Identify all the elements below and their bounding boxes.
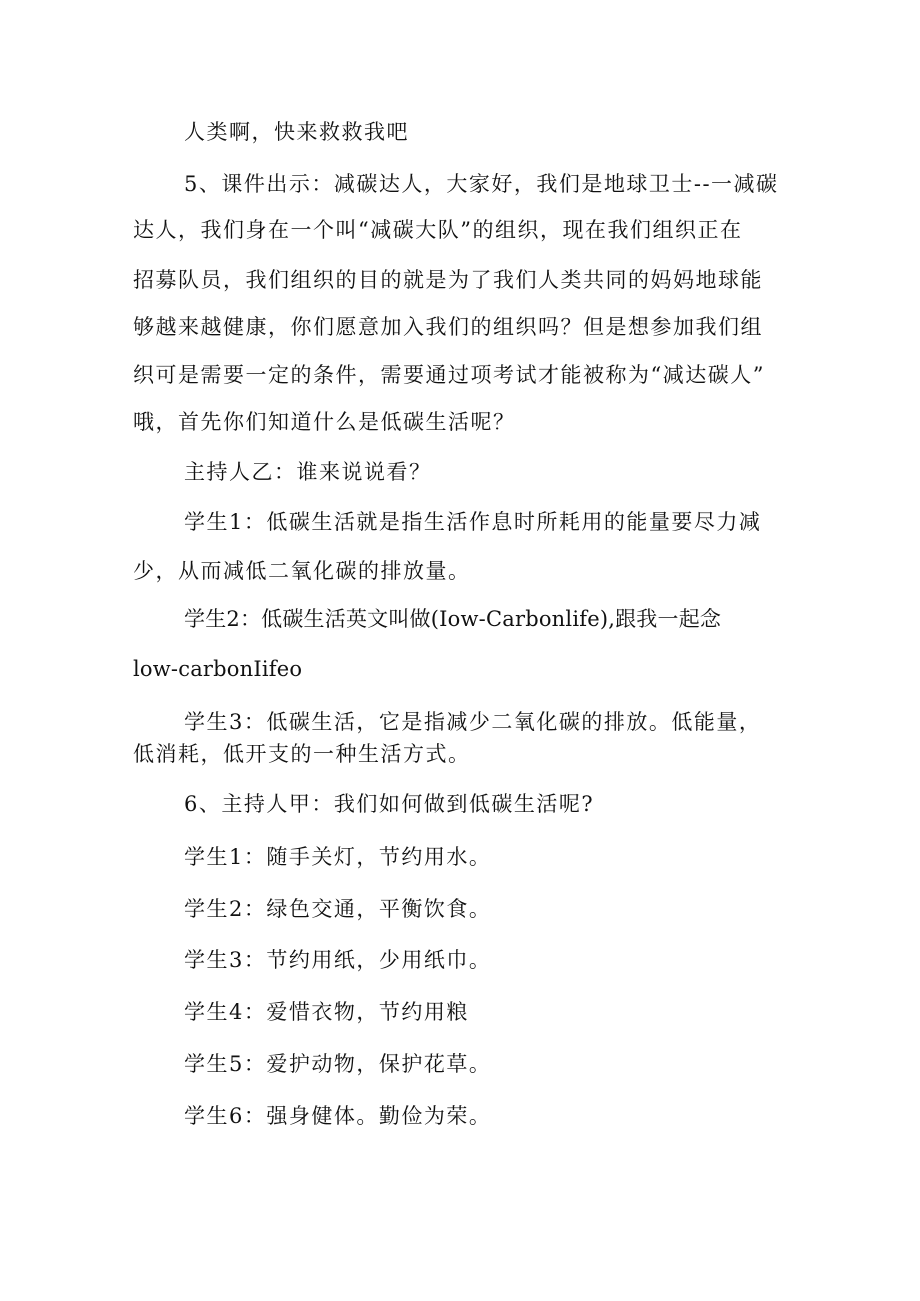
text-line: 达人，我们身在一个叫“减碳大队”的组织，现在我们组织正在 — [133, 218, 743, 242]
text-line: 招募队员，我们组织的目的就是为了我们人类共同的妈妈地球能 — [133, 268, 763, 292]
text-line: 学生3：节约用纸，少用纸巾。 — [184, 948, 492, 972]
text-line: 5、课件出示：减碳达人，大家好，我们是地球卫士--一减碳 — [184, 172, 779, 196]
text-line: 学生6：强身健体。勤俭为荣。 — [184, 1104, 492, 1128]
text-line: 学生5：爱护动物，保护花草。 — [184, 1052, 492, 1076]
text-line: 够越来越健康，你们愿意加入我们的组织吗？但是想参加我们组 — [133, 315, 763, 339]
text-line: 学生3：低碳生活，它是指减少二氧化碳的排放。低能量， — [184, 710, 762, 734]
text-line: 学生2：低碳生活英文叫做(Iow-Carbonlife),跟我一起念 — [184, 607, 722, 631]
text-line: 6、主持人甲：我们如何做到低碳生活呢? — [184, 792, 595, 816]
text-line: 哦，首先你们知道什么是低碳生活呢？ — [133, 410, 516, 434]
text-line: 学生2：绿色交通，平衡饮食。 — [184, 897, 492, 921]
text-line: 主持人乙：谁来说说看？ — [184, 460, 432, 484]
text-line: 织可是需要一定的条件，需要通过项考试才能被称为“减达碳人” — [133, 363, 765, 387]
text-line: 人类啊，快来救救我吧 — [184, 120, 409, 144]
text-line: 学生1：随手关灯，节约用水。 — [184, 845, 492, 869]
text-line: 学生4：爱惜衣物，节约用粮 — [184, 1000, 469, 1024]
text-line: low-carbonIifeo — [133, 657, 303, 681]
text-line: 低消耗，低开支的一种生活方式。 — [133, 742, 471, 766]
text-line: 少，从而减低二氧化碳的排放量。 — [133, 559, 471, 583]
text-line: 学生1：低碳生活就是指生活作息时所耗用的能量要尽力减 — [184, 510, 762, 534]
